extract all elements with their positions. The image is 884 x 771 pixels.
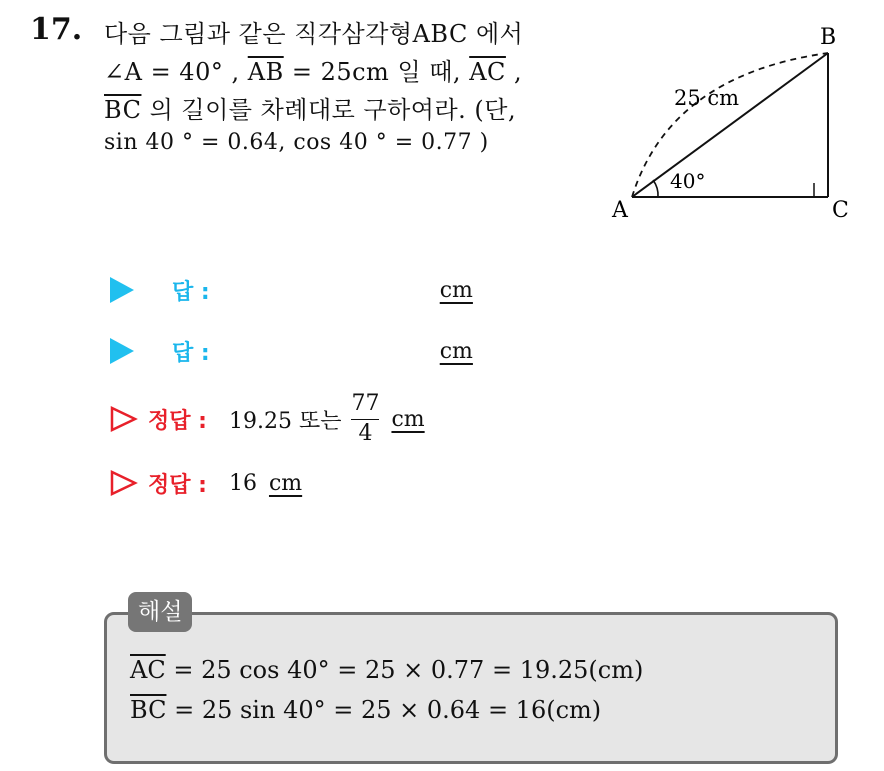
fraction: [351, 392, 379, 445]
segment-ab: $\overline{AB}$: [247, 58, 284, 86]
question-line-4: sin 40 ° = 0.64, cos 40 ° = 0.77 ): [104, 130, 489, 155]
angle-label: 40°: [670, 169, 706, 193]
vertex-a-label: A: [612, 198, 628, 223]
solution-line-1: [130, 656, 643, 684]
side-ab: [632, 53, 828, 197]
line3-rest: 의 길이를 차례대로 구하여라. (단,: [141, 96, 517, 124]
fraction-denominator: 4: [358, 420, 373, 446]
correct-answer-row-2: [110, 463, 302, 503]
outline-arrow-icon: [110, 470, 138, 496]
ab-value: = 25cm 일 때,: [283, 58, 470, 86]
hypotenuse-length-label: 25 cm: [674, 86, 740, 110]
correct-answer-unit: cm: [268, 470, 303, 496]
correct-answer-row-1: [110, 392, 425, 446]
fraction-numerator: 77: [351, 391, 380, 417]
correct-answer-value: 16: [228, 470, 257, 496]
correct-answer-label: 정답 :: [148, 408, 207, 434]
question-line-3: [104, 90, 516, 125]
solution-ac-expr: = 25 cos 40° = 25 × 0.77 = 19.25(cm): [165, 656, 644, 684]
triangle-figure: [600, 20, 870, 230]
play-arrow-icon: [110, 338, 134, 364]
vertex-c-label: C: [832, 198, 849, 223]
line2-end: ,: [505, 58, 523, 86]
solution-segment-bc: $\overline{BC}$: [130, 696, 167, 724]
segment-bc: $\overline{BC}$: [104, 96, 142, 124]
vertex-b-label: B: [820, 25, 837, 50]
fraction-bar: [351, 419, 379, 420]
solution-badge: 해설: [128, 592, 192, 632]
question-number: 17.: [30, 12, 83, 47]
answer-unit: cm: [439, 277, 473, 303]
answer-label: 답 :: [172, 340, 210, 366]
outline-arrow-icon: [110, 406, 138, 432]
solution-segment-ac: $\overline{AC}$: [130, 656, 166, 684]
answer-unit: cm: [439, 338, 473, 364]
correct-answer-unit: cm: [391, 406, 425, 432]
correct-answer-value: 19.25 또는: [228, 408, 342, 434]
answer-label: 답 :: [172, 279, 210, 305]
solution-line-2: [130, 696, 601, 724]
angle-arc: [653, 180, 658, 197]
question-line-1: 다음 그림과 같은 직각삼각형ABC 에서: [104, 20, 524, 48]
answer-row-1: [110, 270, 473, 310]
angle-expression: ∠A = 40° ,: [104, 58, 248, 86]
solution-bc-expr: = 25 sin 40° = 25 × 0.64 = 16(cm): [166, 696, 602, 724]
question-line-2: [104, 52, 522, 87]
correct-answer-label: 정답 :: [148, 472, 207, 498]
play-arrow-icon: [110, 277, 134, 303]
segment-ac: $\overline{AC}$: [469, 58, 506, 86]
solution-box: [104, 612, 838, 764]
answer-row-2: [110, 331, 473, 371]
